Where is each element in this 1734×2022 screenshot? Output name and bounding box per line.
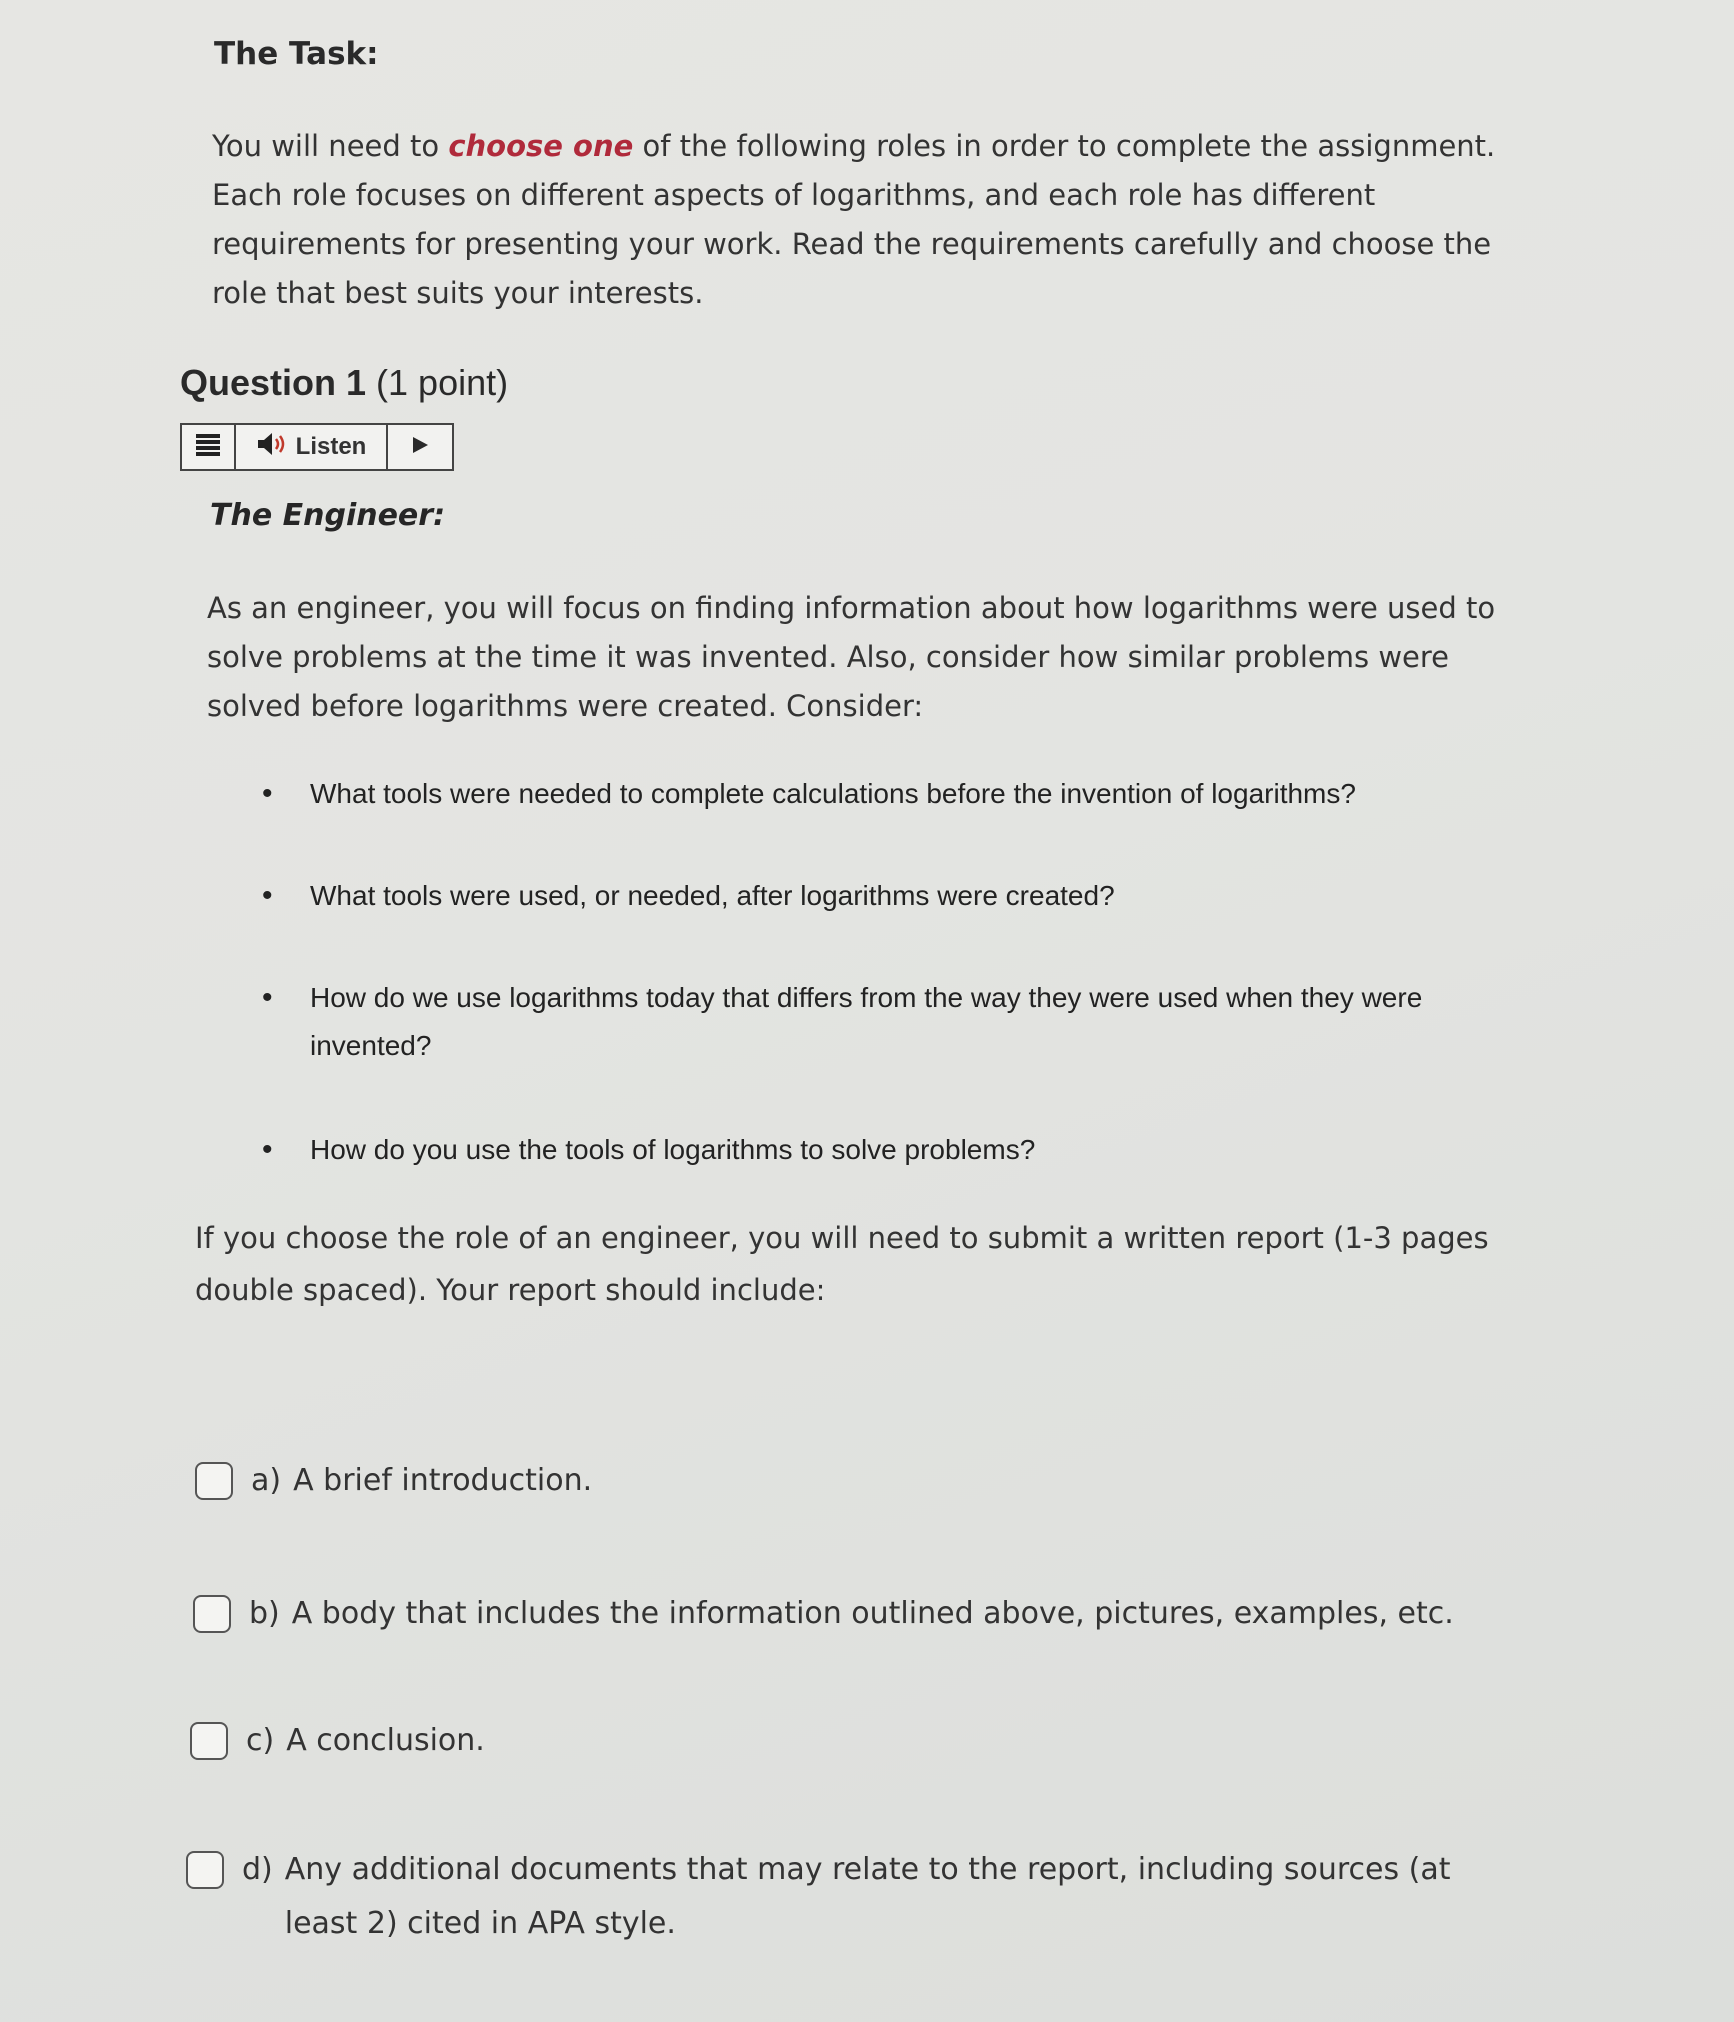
option-letter: b) bbox=[249, 1596, 280, 1631]
task-intro bbox=[212, 122, 1512, 318]
role-title: The Engineer: bbox=[210, 498, 446, 533]
option-d[interactable] bbox=[186, 1843, 1516, 1951]
option-letter: a) bbox=[251, 1463, 282, 1498]
checkbox[interactable] bbox=[186, 1851, 224, 1889]
listen-label: Listen bbox=[295, 433, 367, 460]
option-b[interactable] bbox=[193, 1587, 1513, 1641]
menu-icon bbox=[194, 432, 222, 462]
option-c[interactable] bbox=[190, 1714, 485, 1768]
listen-toolbar bbox=[180, 423, 454, 471]
question-points: (1 point) bbox=[376, 362, 509, 403]
play-icon bbox=[409, 434, 431, 460]
listen-button[interactable] bbox=[236, 425, 388, 469]
task-heading: The Task: bbox=[214, 36, 379, 72]
intro-emphasis: choose one bbox=[448, 129, 634, 163]
list-item: • What tools were needed to complete calculations before the invention of logarithms? bbox=[262, 770, 1356, 818]
option-text: A body that includes the information outlined above, pictures, examples, etc. bbox=[291, 1596, 1454, 1631]
menu-button[interactable] bbox=[182, 425, 236, 469]
report-requirements: If you choose the role of an engineer, you will need to submit a written report (1-3 pages double spaced). Your report should include: bbox=[195, 1221, 1489, 1307]
intro-text-end: of the following roles in order to complete the assignment. Each role focuses on different aspects of logarithms, and each role has different requirements for presenting your work. Read the requirements carefully and choose the role that best suits your interests. bbox=[212, 129, 1496, 310]
list-item: • How do we use logarithms today that differs from the way they were used when they were invented? bbox=[262, 974, 1550, 1070]
speaker-icon bbox=[256, 430, 290, 465]
checkbox[interactable] bbox=[193, 1595, 231, 1633]
option-text: A brief introduction. bbox=[293, 1463, 593, 1498]
list-item: • How do you use the tools of logarithms to solve problems? bbox=[262, 1126, 1035, 1174]
question-number: Question 1 bbox=[180, 362, 367, 403]
checkbox[interactable] bbox=[195, 1462, 233, 1500]
option-text: Any additional documents that may relate to the report, including sources (at least 2) cited in APA style. bbox=[284, 1852, 1451, 1941]
intro-text-start: You will need to bbox=[212, 129, 449, 163]
option-a[interactable] bbox=[195, 1454, 592, 1508]
checkbox[interactable] bbox=[190, 1722, 228, 1760]
list-item: • What tools were used, or needed, after logarithms were created? bbox=[262, 872, 1115, 920]
option-text: A conclusion. bbox=[286, 1723, 485, 1758]
option-letter: c) bbox=[246, 1723, 275, 1758]
question-title bbox=[180, 362, 508, 404]
play-button[interactable] bbox=[388, 425, 452, 469]
option-letter: d) bbox=[242, 1852, 273, 1887]
role-description: As an engineer, you will focus on finding information about how logarithms were used to solve problems at the time it was invented. Also, consider how similar problems were solved before logarithms were created. Consider: bbox=[207, 591, 1496, 723]
